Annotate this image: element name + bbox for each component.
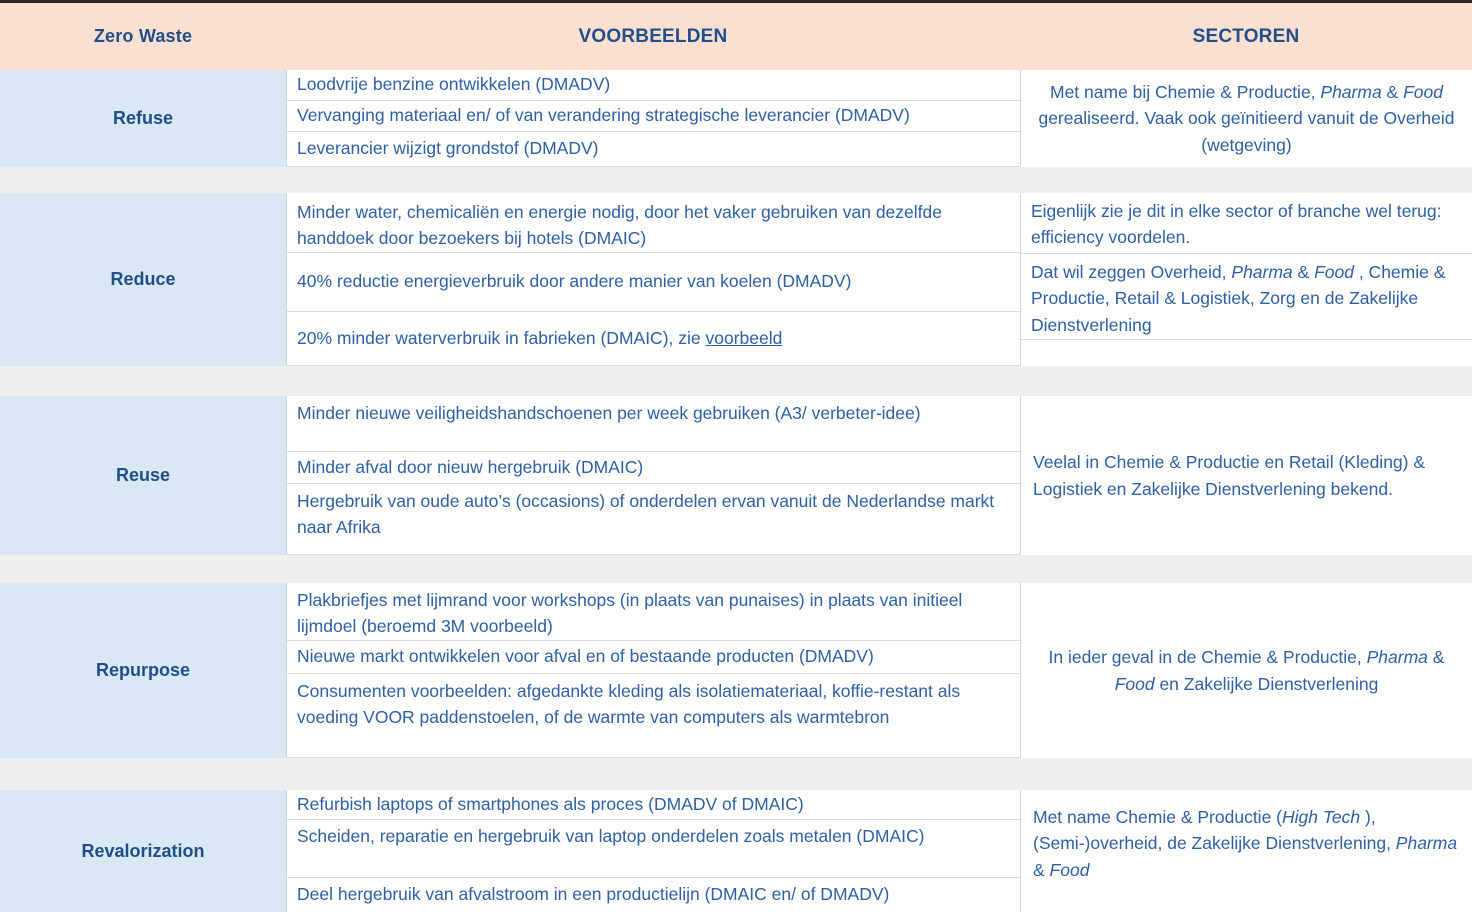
sectors-text-block: Dat wil zeggen Overheid, Pharma & Food , Chemie & Productie, Retail & Logistiek, Zorg en de Zakelijke Dienstverlening	[1021, 254, 1472, 340]
category-reduce	[0, 193, 286, 366]
category-refuse	[0, 70, 286, 167]
category-label: Reuse	[115, 465, 171, 485]
sectors-text: Met name Chemie & Productie (High Tech ), (Semi-)overheid, de Zakelijke Dienstverlening, Pharma & Food	[1033, 807, 1458, 880]
example-item: Hergebruik van oude auto’s (occasions) of onderdelen ervan vanuit de Nederlandse markt naar Afrika	[287, 484, 1020, 555]
example-item: Deel hergebruik van afvalstroom in een productielijn (DMAIC en/ of DMADV)	[287, 878, 1020, 912]
examples-refuse	[286, 70, 1020, 167]
example-item: Scheiden, reparatie en hergebruik van laptop onderdelen zoals metalen (DMAIC)	[287, 820, 1020, 878]
gap-band	[0, 758, 1472, 790]
category-reuse	[0, 396, 286, 555]
section-reduce	[0, 193, 1472, 366]
example-item: Minder water, chemicaliën en energie nodig, door het vaker gebruiken van dezelfde handdoek door bezoekers bij hotels (DMAIC)	[287, 193, 1020, 253]
category-label: Reduce	[110, 269, 176, 289]
header-label-voorbeelden: VOORBEELDEN	[578, 25, 728, 47]
examples-repurpose	[286, 583, 1020, 758]
examples-revalorization	[286, 790, 1020, 912]
sectors-text-block-empty	[1021, 340, 1472, 366]
sectors-text: Met name bij Chemie & Productie, Pharma & Food gerealiseerd. Vaak ook geïnitieerd vanuit de Overheid (wetgeving)	[1038, 82, 1455, 155]
sectors-text-block: Eigenlijk zie je dit in elke sector of branche wel terug: efficiency voordelen.	[1021, 193, 1472, 254]
example-item: 40% reductie energieverbruik door andere manier van koelen (DMADV)	[287, 253, 1020, 312]
category-revalorization	[0, 790, 286, 912]
gap-band	[0, 167, 1472, 193]
sectors-reuse	[1020, 396, 1472, 555]
sectors-text: In ieder geval in de Chemie & Productie, Pharma & Food en Zakelijke Dienstverlening	[1048, 647, 1445, 694]
sectors-refuse	[1020, 70, 1472, 167]
example-item: Loodvrije benzine ontwikkelen (DMADV)	[287, 70, 1020, 101]
example-item: Refurbish laptops of smartphones als proces (DMADV of DMAIC)	[287, 790, 1020, 820]
header-cell-category	[0, 3, 286, 70]
example-item-with-link	[287, 312, 1020, 366]
sectors-revalorization	[1020, 790, 1472, 912]
examples-reuse	[286, 396, 1020, 555]
header-label-sectoren: SECTOREN	[1192, 25, 1300, 47]
header-cell-examples	[286, 3, 1020, 70]
example-item: Nieuwe markt ontwikkelen voor afval en of bestaande producten (DMADV)	[287, 641, 1020, 674]
section-reuse	[0, 396, 1472, 555]
example-item: Minder nieuwe veiligheidshandschoenen per week gebruiken (A3/ verbeter-idee)	[287, 396, 1020, 452]
gap-band	[0, 555, 1472, 583]
category-label: Refuse	[112, 108, 174, 128]
example-item: Plakbriefjes met lijmrand voor workshops (in plaats van punaises) in plaats van initieel lijmdoel (beroemd 3M voorbeeld)	[287, 583, 1020, 641]
gap-band	[0, 366, 1472, 396]
example-item: Vervanging materiaal en/ of van verandering strategische leverancier (DMADV)	[287, 101, 1020, 132]
header-label-zero-waste: Zero Waste	[93, 26, 193, 46]
sectors-text: Veelal in Chemie & Productie en Retail (Kleding) & Logistiek en Zakelijke Dienstverlening bekend.	[1033, 452, 1426, 499]
table-header-row	[0, 3, 1472, 70]
header-cell-sectors	[1020, 3, 1472, 70]
example-text: 20% minder waterverbruik in fabrieken (DMAIC), zie voorbeeld	[297, 327, 783, 348]
example-item: Consumenten voorbeelden: afgedankte kleding als isolatiemateriaal, koffie-restant als voeding VOOR paddenstoelen, of de warmte van computers als warmtebron	[287, 674, 1020, 758]
category-label: Revalorization	[81, 840, 205, 861]
section-revalorization	[0, 790, 1472, 912]
sectors-repurpose	[1020, 583, 1472, 758]
section-repurpose	[0, 583, 1472, 758]
category-label: Repurpose	[95, 660, 191, 680]
category-repurpose	[0, 583, 286, 758]
example-item: Leverancier wijzigt grondstof (DMADV)	[287, 132, 1020, 167]
example-item: Minder afval door nieuw hergebruik (DMAIC)	[287, 452, 1020, 484]
section-refuse	[0, 70, 1472, 167]
examples-reduce	[286, 193, 1020, 366]
sectors-reduce	[1020, 193, 1472, 366]
